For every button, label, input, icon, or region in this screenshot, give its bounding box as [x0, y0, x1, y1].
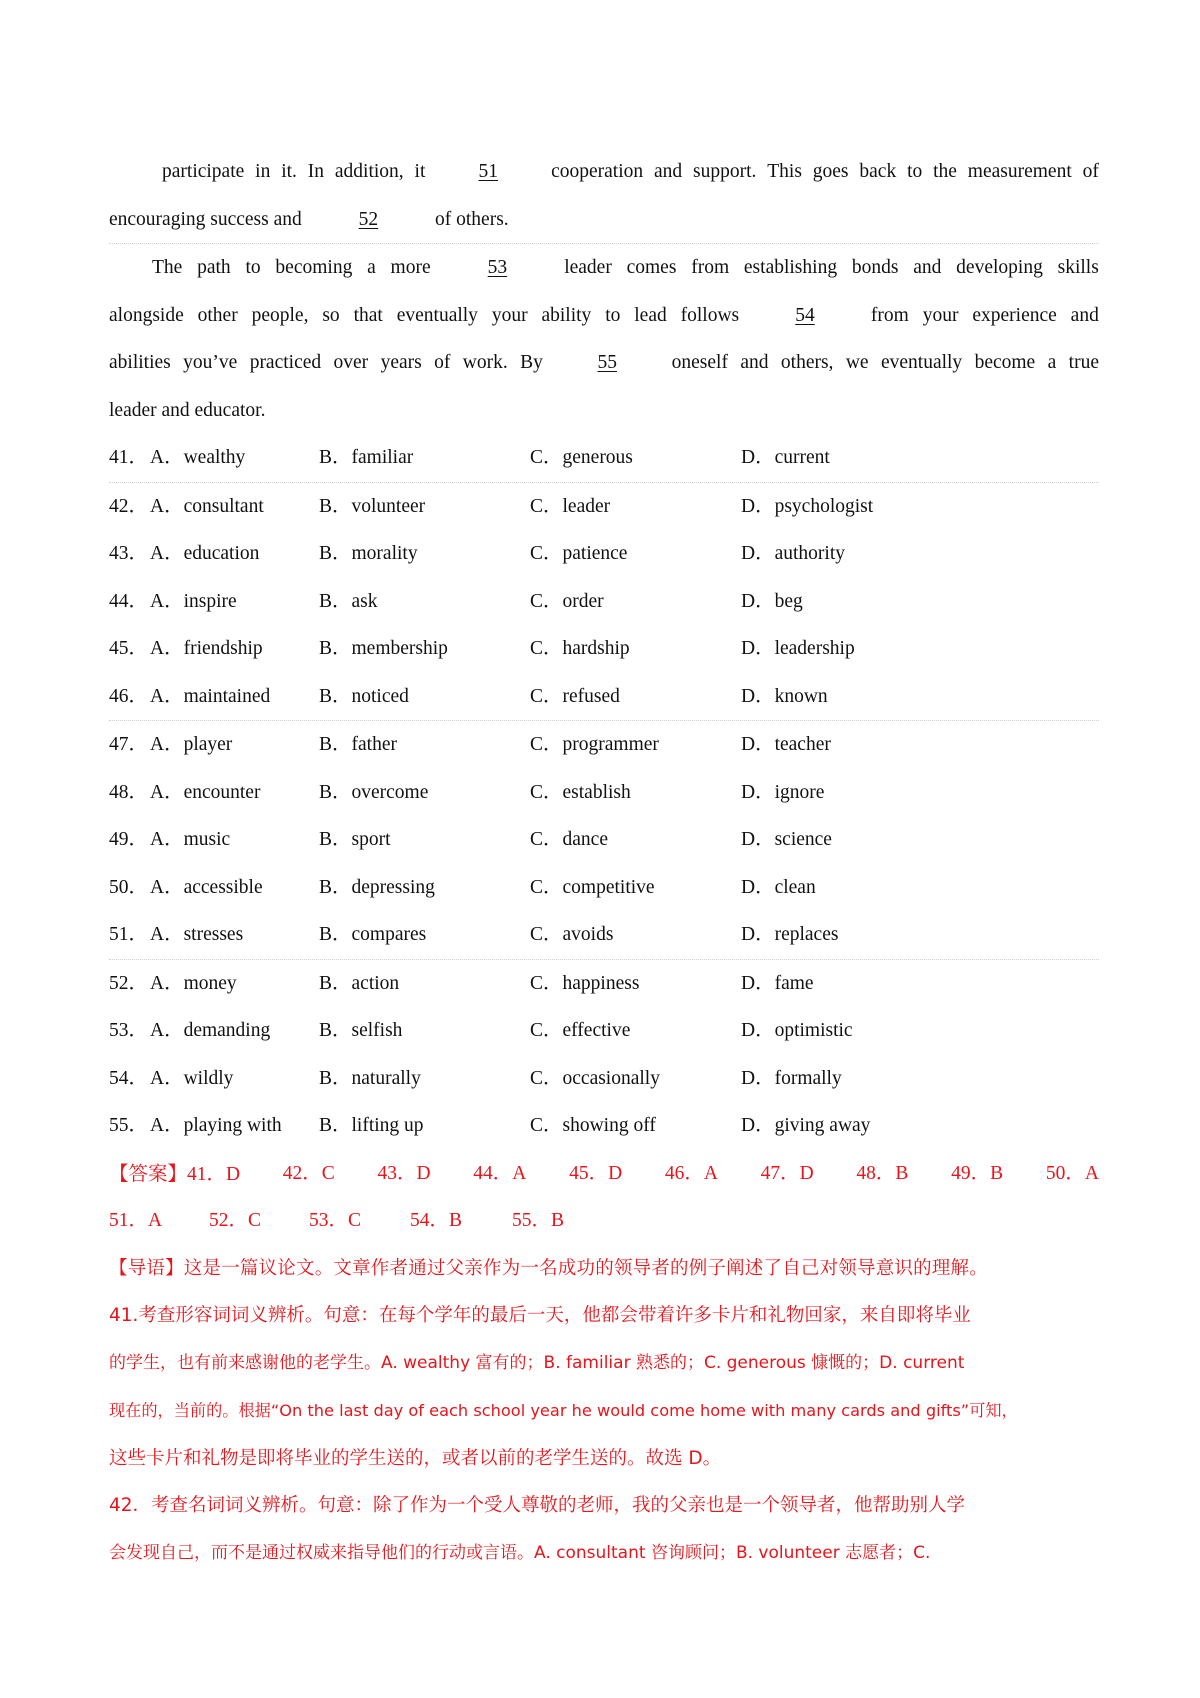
word: years	[380, 352, 422, 373]
question-number: 43．	[109, 543, 149, 564]
option-a: A．accessible	[150, 876, 263, 898]
passage-line	[109, 292, 1099, 340]
option-c: C．establish	[530, 781, 631, 803]
word: your	[491, 304, 528, 326]
option-c: C．refused	[530, 685, 620, 707]
word: developing	[956, 257, 1043, 278]
question-number: 42．	[109, 495, 149, 517]
answer-item: 46．A	[664, 1162, 718, 1184]
option-b: B．lifting up	[319, 1115, 424, 1136]
option-row	[109, 434, 1099, 483]
option-c: C．leader	[530, 495, 611, 517]
word: becoming	[275, 257, 353, 278]
option-b: B．compares	[319, 924, 427, 945]
word: of	[434, 352, 451, 373]
word: to	[907, 161, 923, 182]
word: This	[767, 161, 802, 182]
option-b: B．morality	[319, 543, 418, 564]
document-page	[109, 148, 1099, 1577]
option-a: A．demanding	[150, 1020, 271, 1041]
blank-54: 54	[795, 304, 815, 326]
word: comes	[626, 257, 677, 278]
option-d: D．current	[741, 447, 830, 468]
option-a: A．encounter	[150, 781, 261, 803]
answer-item: 45．D	[569, 1162, 623, 1184]
option-c: C．order	[530, 590, 604, 612]
question-number: 51．	[109, 924, 149, 945]
option-b: B．volunteer	[319, 495, 426, 517]
explanation-text: 41.考查形容词词义辨析。句意：在每个学年的最后一天，他都会带着许多卡片和礼物回家，来自即将毕业	[109, 1305, 971, 1326]
word: bonds	[851, 257, 899, 278]
answer-item: 55．B	[512, 1210, 565, 1231]
word: your	[922, 304, 959, 326]
explanation-text: 现在的，当前的。根据“On the last day of each school year he would come home with many cards and gifts”可知，	[109, 1401, 1018, 1420]
option-row	[109, 1055, 1099, 1103]
explanation-text: 的学生，也有前来感谢他的老学生。A. wealthy 富有的；B. familiar 熟悉的；C. generous 慷慨的；D. current	[109, 1352, 965, 1373]
option-row	[109, 578, 1099, 626]
word: support.	[693, 161, 757, 182]
option-c: C．happiness	[530, 972, 640, 994]
word: true	[1068, 352, 1099, 373]
option-a: A．maintained	[150, 685, 271, 707]
question-number: 53．	[109, 1020, 149, 1041]
blank-51: 51	[478, 161, 498, 182]
answer-item: 49．B	[951, 1162, 1004, 1184]
option-a: A．education	[150, 543, 260, 564]
question-number: 46．	[109, 685, 149, 707]
word: ability	[541, 304, 592, 326]
option-d: D．beg	[741, 590, 803, 612]
explanation-text: 42．考查名词词义辨析。句意：除了作为一个受人尊敬的老师，我的父亲也是一个领导者，他帮助别人学	[109, 1495, 966, 1516]
answer-item: 41．D	[187, 1163, 241, 1185]
explanation-line	[109, 1482, 1099, 1530]
question-number: 54．	[109, 1067, 149, 1089]
option-row	[109, 530, 1099, 578]
question-number: 52．	[109, 972, 149, 994]
word: measurement	[967, 161, 1072, 182]
answer-item: 47．D	[760, 1162, 814, 1184]
passage-line	[109, 387, 1099, 435]
word: a	[1047, 352, 1057, 373]
word: it	[414, 161, 426, 182]
word: goes	[812, 161, 849, 182]
word: so	[322, 304, 340, 326]
option-b: B．ask	[319, 590, 378, 612]
answer-item: 42．C	[282, 1162, 335, 1184]
text: encouraging success and	[109, 208, 302, 230]
option-b: B．noticed	[319, 685, 409, 707]
word: lead	[634, 304, 667, 326]
word: and	[913, 257, 942, 278]
explanation-line	[109, 1292, 1099, 1340]
word: establishing	[743, 257, 838, 278]
guide-line: 【导语】这是一篇议论文。文章作者通过父亲作为一名成功的领导者的例子阐述了自己对领导意识的理解。	[109, 1257, 988, 1279]
word: the	[933, 161, 957, 182]
option-row	[109, 911, 1099, 960]
word: alongside	[109, 304, 184, 326]
option-d: D．replaces	[741, 924, 839, 945]
answer-label: 【答案】	[109, 1161, 188, 1185]
option-a: A．playing with	[150, 1115, 282, 1136]
explanation-text: 这些卡片和礼物是即将毕业的学生送的，或者以前的老学生送的。故选 D。	[109, 1447, 722, 1469]
option-a: A．wildly	[150, 1067, 234, 1089]
word: addition,	[334, 161, 404, 182]
word: The	[152, 257, 183, 278]
option-d: D．leadership	[741, 638, 855, 659]
word: of	[1082, 161, 1099, 182]
word: a	[367, 257, 376, 278]
word: abilities	[109, 352, 171, 373]
text: of others.	[435, 208, 509, 230]
word: you’ve	[183, 352, 238, 373]
word: to	[245, 257, 261, 278]
text: leader and educator.	[109, 399, 266, 421]
word: more	[390, 257, 431, 278]
word: and	[654, 161, 683, 182]
blank-55: 55	[597, 352, 618, 373]
option-a: A．music	[150, 829, 231, 850]
blank-53: 53	[487, 257, 508, 278]
option-c: C．occasionally	[530, 1067, 660, 1089]
answer-item: 48．B	[856, 1162, 909, 1184]
word: practiced	[249, 352, 322, 373]
option-d: D．giving away	[741, 1115, 871, 1136]
option-d: D．psychologist	[741, 495, 874, 517]
option-c: C．patience	[530, 543, 628, 564]
passage-line	[109, 339, 1099, 387]
option-d: D．formally	[741, 1067, 842, 1089]
word: back	[859, 161, 897, 182]
word: become	[974, 352, 1036, 373]
explanation-line	[109, 1530, 1099, 1578]
answer-key-row	[109, 1197, 1099, 1245]
option-a: A．money	[150, 972, 237, 994]
word: participate	[162, 161, 245, 182]
option-c: C．dance	[530, 829, 608, 850]
word: other	[197, 304, 238, 326]
word: oneself	[671, 352, 728, 373]
option-row	[109, 864, 1099, 912]
word: it.	[281, 161, 297, 182]
option-row	[109, 960, 1099, 1008]
word: and	[1070, 304, 1099, 326]
explanation-line	[109, 1340, 1099, 1388]
option-b: B．naturally	[319, 1067, 421, 1089]
option-b: B．selfish	[319, 1020, 403, 1041]
word: in	[255, 161, 271, 182]
option-b: B．sport	[319, 829, 391, 850]
option-b: B．father	[319, 734, 397, 755]
option-d: D．clean	[741, 876, 816, 898]
word: cooperation	[551, 161, 644, 182]
option-d: D．teacher	[741, 734, 831, 755]
word: In	[307, 161, 325, 182]
option-row	[109, 769, 1099, 817]
option-c: C．programmer	[530, 734, 659, 755]
answer-item: 52．C	[209, 1210, 262, 1231]
option-c: C．generous	[530, 447, 633, 468]
option-a: A．inspire	[150, 590, 237, 612]
question-number: 47．	[109, 734, 149, 755]
option-b: B．familiar	[319, 447, 414, 468]
answer-item: 51．A	[109, 1210, 163, 1231]
answer-item: 50．A	[1045, 1162, 1099, 1184]
option-c: C．competitive	[530, 876, 655, 898]
word: people,	[251, 304, 309, 326]
passage-line	[109, 196, 1099, 245]
explanation-line	[109, 1387, 1099, 1435]
word: to	[605, 304, 621, 326]
option-c: C．avoids	[530, 924, 614, 945]
option-d: D．fame	[741, 972, 814, 994]
word: work.	[462, 352, 508, 373]
option-a: A．wealthy	[150, 447, 246, 468]
answer-key-row	[109, 1150, 1099, 1198]
option-d: D．optimistic	[741, 1020, 853, 1041]
word: from	[870, 304, 909, 326]
option-a: A．player	[150, 734, 233, 755]
option-b: B．action	[319, 972, 400, 994]
word: follows	[680, 304, 740, 326]
answer-item: 54．B	[410, 1210, 463, 1231]
option-row	[109, 1007, 1099, 1055]
answer-key-label-and-first	[109, 1150, 240, 1198]
word: skills	[1057, 257, 1099, 278]
word: eventually	[880, 352, 963, 373]
word: that	[353, 304, 383, 326]
question-number: 50．	[109, 876, 149, 898]
question-number: 55．	[109, 1115, 149, 1136]
option-a: A．friendship	[150, 638, 263, 659]
explanation-line	[109, 1435, 1099, 1483]
option-c: C．effective	[530, 1020, 631, 1041]
option-b: B．membership	[319, 638, 448, 659]
word: from	[691, 257, 730, 278]
option-b: B．depressing	[319, 876, 435, 898]
word: we	[845, 352, 869, 373]
word: experience	[972, 304, 1057, 326]
blank-52: 52	[358, 208, 379, 230]
answer-item: 44．A	[473, 1162, 527, 1184]
word: path	[197, 257, 231, 278]
passage-line	[109, 148, 1099, 196]
question-number: 48．	[109, 781, 149, 803]
explanation-text: 会发现自己，而不是通过权威来指导他们的行动或言语。A. consultant 咨询顾问；B. volunteer 志愿者；C.	[109, 1542, 931, 1563]
word: leader	[564, 257, 612, 278]
option-c: C．showing off	[530, 1115, 656, 1136]
word: and	[740, 352, 769, 373]
option-d: D．known	[741, 685, 828, 707]
answer-item: 43．D	[377, 1162, 431, 1184]
option-d: D．authority	[741, 543, 845, 564]
option-a: A．consultant	[150, 495, 264, 517]
passage-line	[109, 244, 1099, 292]
word: eventually	[396, 304, 478, 326]
question-number: 49．	[109, 829, 149, 850]
word: By	[520, 352, 543, 373]
question-number: 45．	[109, 638, 149, 659]
option-row	[109, 483, 1099, 531]
answer-item: 53．C	[309, 1210, 362, 1231]
option-row	[109, 816, 1099, 864]
option-row	[109, 625, 1099, 673]
option-d: D．science	[741, 829, 832, 850]
option-row	[109, 721, 1099, 769]
option-c: C．hardship	[530, 638, 630, 659]
question-number: 44．	[109, 590, 149, 612]
option-a: A．stresses	[150, 924, 244, 945]
option-b: B．overcome	[319, 781, 429, 803]
guide-text	[109, 1245, 1099, 1293]
question-number: 41．	[109, 447, 149, 468]
word: over	[333, 352, 369, 373]
option-row	[109, 673, 1099, 722]
option-d: D．ignore	[741, 781, 825, 803]
word: others,	[780, 352, 834, 373]
option-row	[109, 1102, 1099, 1150]
